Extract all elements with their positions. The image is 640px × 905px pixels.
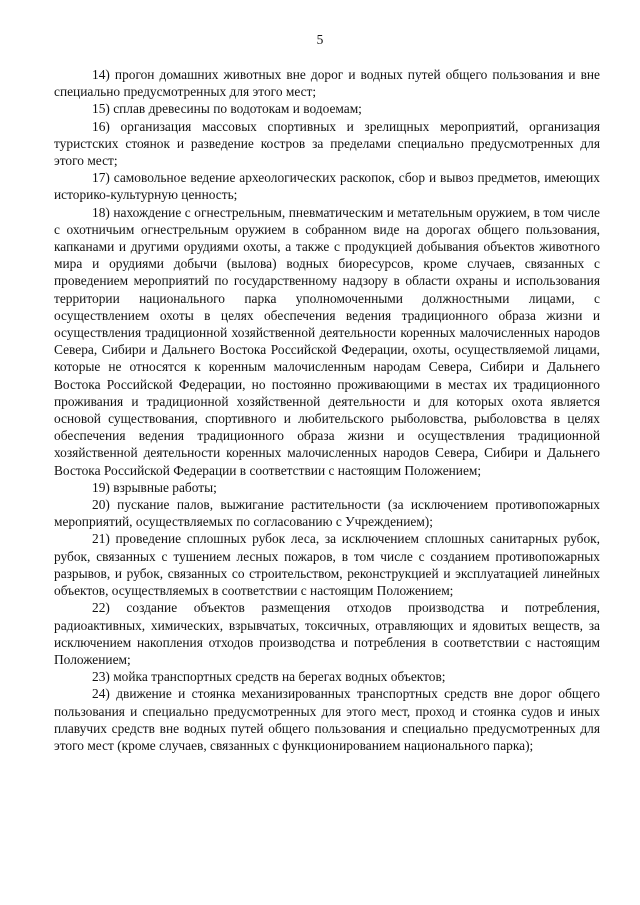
document-body [54, 66, 600, 754]
list-item-16: 16) организация массовых спортивных и зрелищных мероприятий, организация туристских стоянок и разведение костров за пределами специально предусмотренных для этого мест; [54, 118, 600, 169]
list-item-21: 21) проведение сплошных рубок леса, за исключением сплошных санитарных рубок, рубок, связанных с тушением лесных пожаров, в том числе с созданием противопожарных разрывов, и рубок, связанных со строительством, реконструкцией и эксплуатацией линейных объектов, осуществляемых в соответствии с настоящим Положением; [54, 531, 600, 599]
page-number: 5 [316, 32, 324, 47]
list-item-20: 20) пускание палов, выжигание растительности (за исключением противопожарных мероприятий, осуществляемых по согласованию с Учреждением); [54, 497, 600, 530]
list-item-15: 15) сплав древесины по водотокам и водоемам; [92, 101, 362, 117]
list-item-24: 24) движение и стоянка механизированных транспортных средств вне дорог общего пользования и специально предусмотренных для этого мест, проход и стоянка судов и иных плавучих средств вне водных путей общего пользования и специально предусмотренных для этого мест (кроме случаев, связанных с функционированием национального парка); [54, 686, 600, 753]
list-item-14: 14) прогон домашних животных вне дорог и водных путей общего пользования и вне специально предусмотренных для этого мест; [54, 67, 600, 100]
list-item-22: 22) создание объектов размещения отходов производства и потребления, радиоактивных, химических, взрывчатых, токсичных, отравляющих и ядовитых веществ, за исключением накопления отходов производства и потребления в соответствии с настоящим Положением; [54, 600, 600, 667]
list-item-19: 19) взрывные работы; [92, 479, 217, 495]
list-item-18: 18) нахождение с огнестрельным, пневматическим и метательным оружием, в том числе с охотничьим огнестрельным оружием в собранном виде на дорогах общего пользования, капканами и другими орудиями охоты, а также с продукцией добывания объектов животного мира и орудиями добычи (вылова) водных биоресурсов, кроме случаев, связанных с проведением мероприятий по государственному надзору в области охраны и использования территории национального парка уполномоченными должностными лицами, с осуществлением охоты в целях обеспечения ведения традиционного образа жизни и осуществления традиционной хозяйственной деятельности коренных малочисленных народов Севера, Сибири и Дальнего Востока Российской Федерации, охоты, осуществляемой лицами, которые не относятся к коренным малочисленным народам Севера, Сибири и Дальнего Востока Российской Федерации, но постоянно проживающими в местах их традиционного проживания и традиционной хозяйственной деятельности и для которых охота является основой существования, спортивного и любительского рыболовства, рыболовства в целях обеспечения ведения традиционного образа жизни и осуществления традиционной хозяйственной деятельности коренных малочисленных народов Севера, Сибири и Дальнего Востока Российской Федерации в соответствии с настоящим Положением; [54, 204, 600, 478]
list-item-17: 17) самовольное ведение археологических раскопок, сбор и вывоз предметов, имеющих историко-культурную ценность; [54, 170, 600, 203]
list-item-23: 23) мойка транспортных средств на берегах водных объектов; [92, 669, 446, 685]
